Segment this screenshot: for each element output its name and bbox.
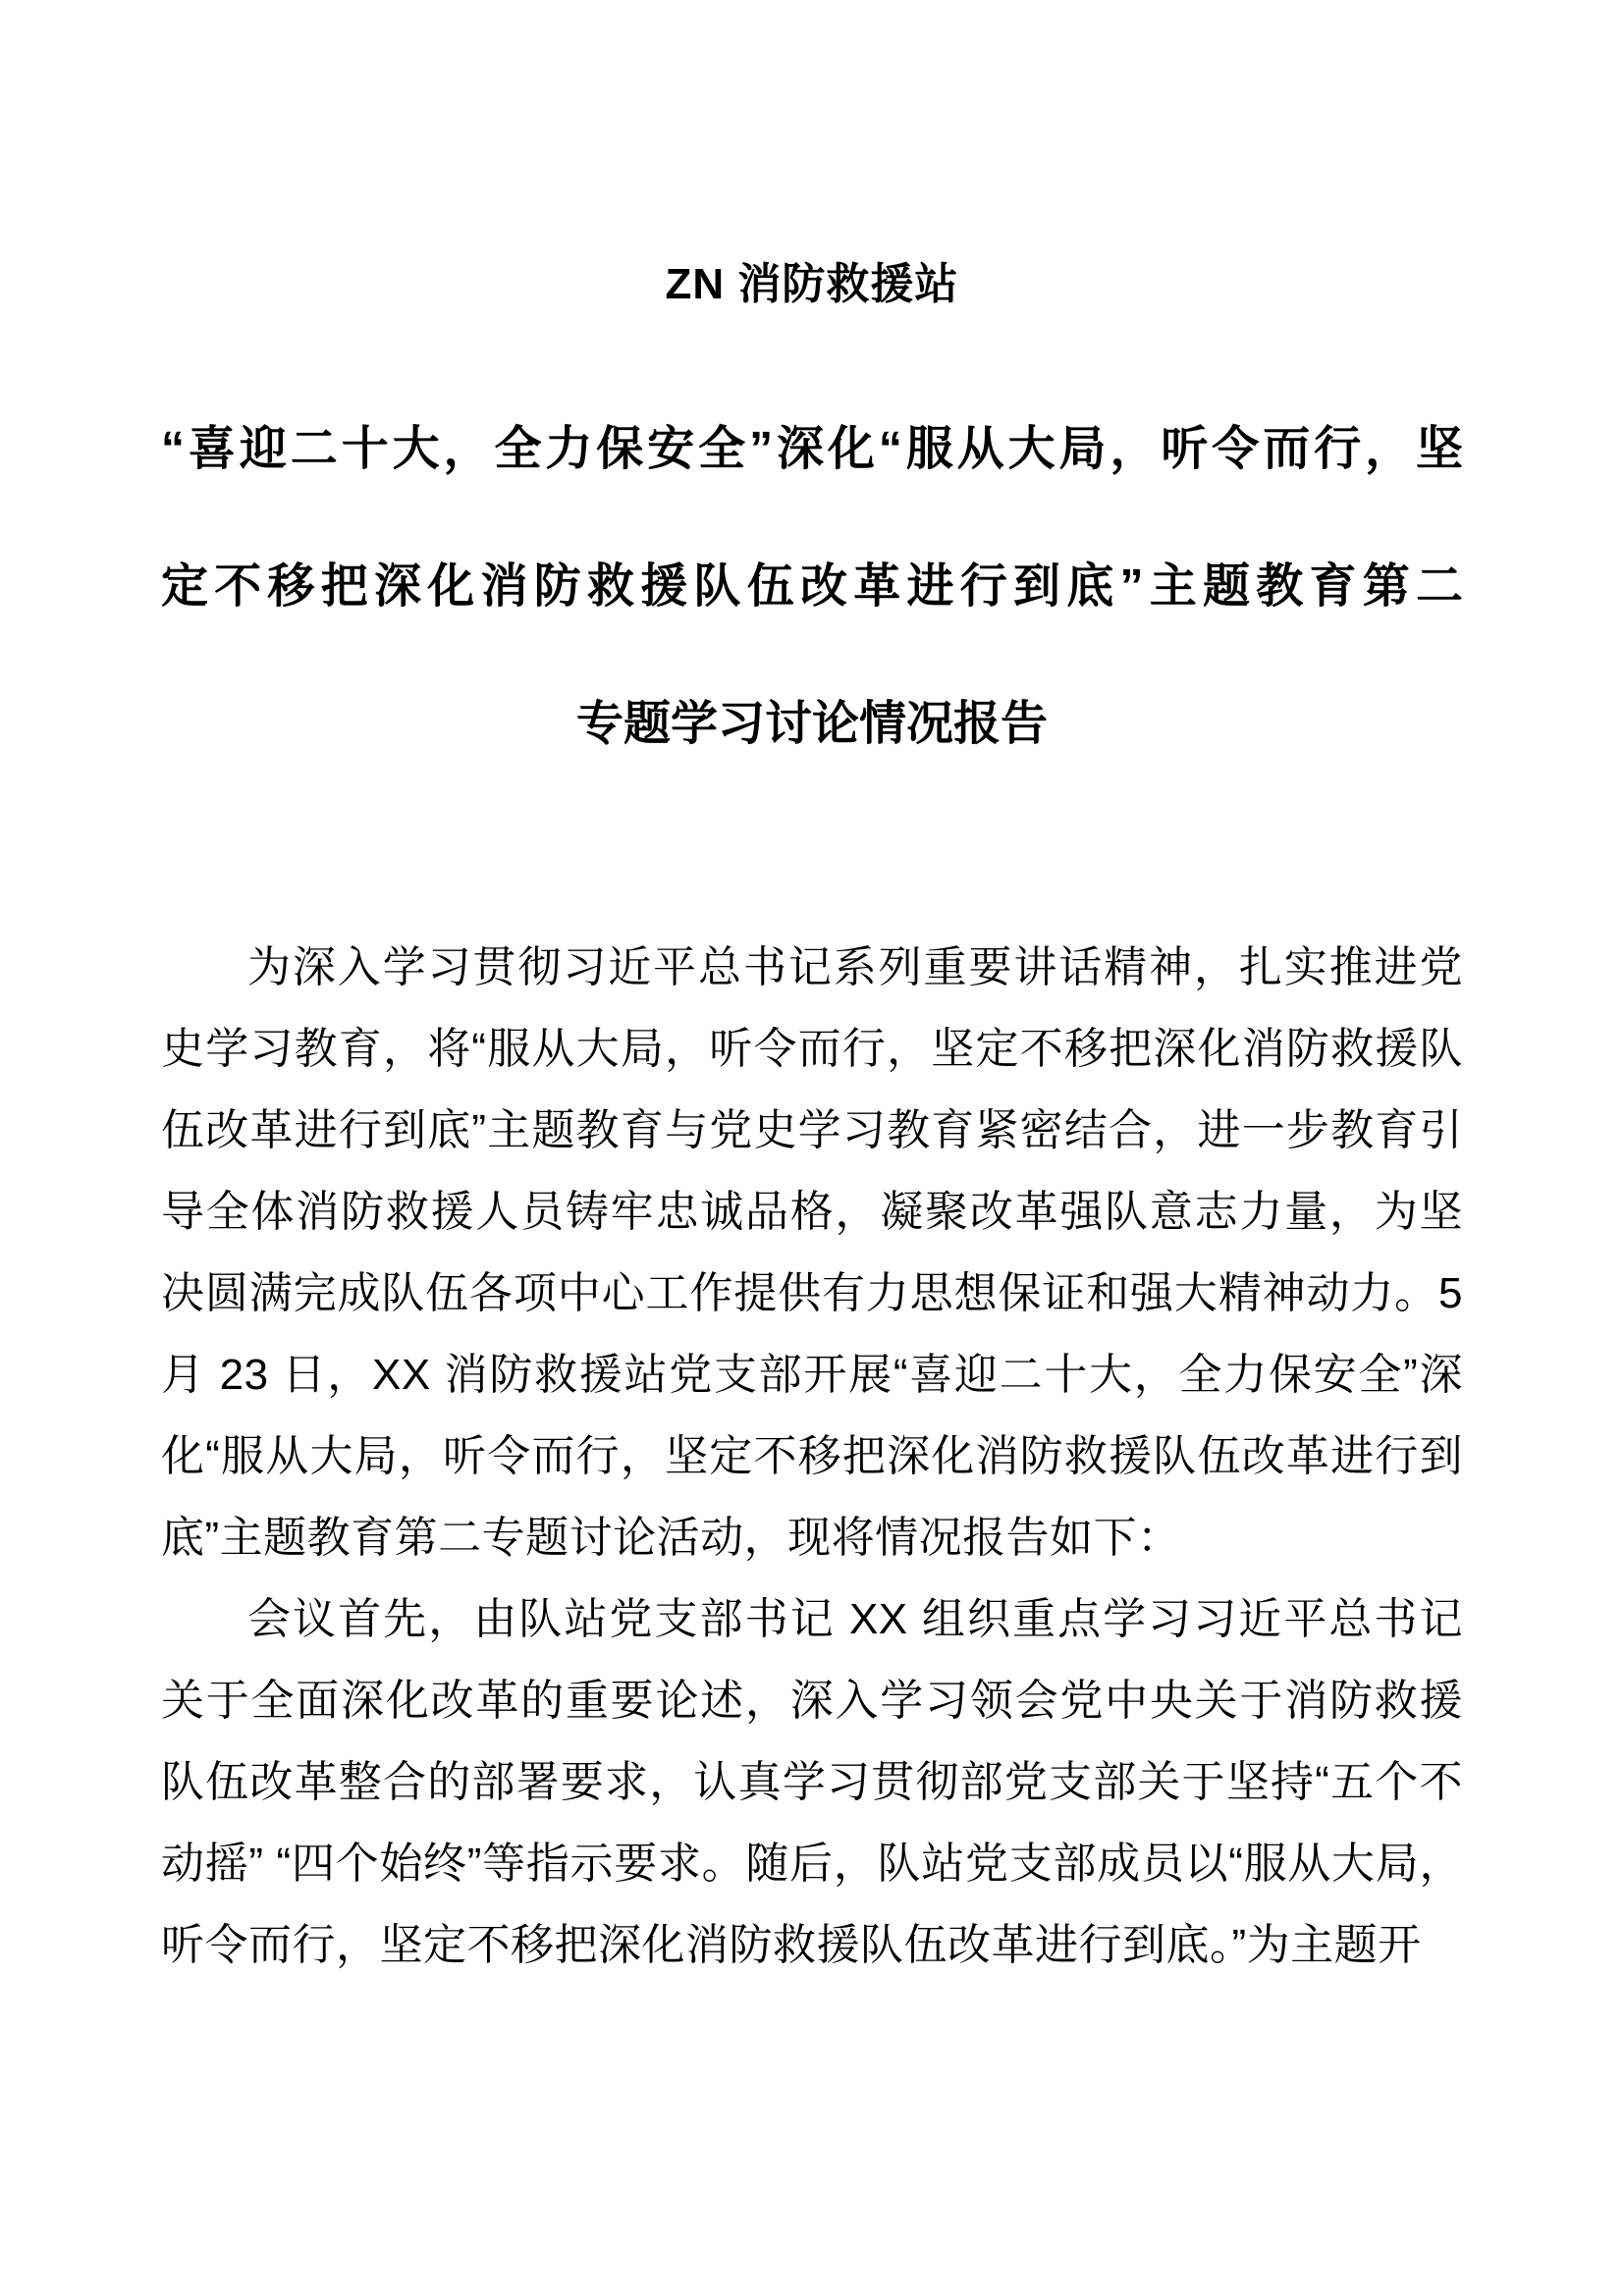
body-paragraph-1: 为深入学习贯彻习近平总书记系列重要讲话精神，扎实推进党史学习教育，将“服从大局，听令而行，坚定不移把深化消防救援队伍改革进行到底”主题教育与党史学习教育紧密结合，进一步教育引导全体消防救援人员铸牢忠诚品格，凝聚改革强队意志力量，为坚决圆满完成队伍各项中心工作提供有力思想保证和强大精神动力。5 月 23 日，XX 消防救援站党支部开展“喜迎二十大，全力保安全”深化“服从大局，听令而行，坚定不移把深化消防救援队伍改革进行到底”主题教育第二专题讨论活动，现将情况报告如下： (161, 943, 1463, 1562)
heading-line-3: 专题学习讨论情况报告 (575, 698, 1048, 750)
heading-line-2: 定不移把深化消防救援队伍改革进行到底”主题教育第二 (161, 561, 1463, 613)
body-paragraph-2: 会议首先，由队站党支部书记 XX 组织重点学习习近平总书记关于全面深化改革的重要论述，深入学习领会党中央关于消防救援队伍改革整合的部署要求，认真学习贯彻部党支部关于坚持“五个不动摇” “四个始终”等指示要求。随后，队站党支部成员以“服从大局，听令而行，坚定不移把深化消防救援队伍改革进行到底。”为主题开 (161, 1595, 1463, 1969)
document-title: ZN 消防救援站 (665, 260, 959, 308)
document-heading (161, 381, 1463, 793)
heading-line-1: “喜迎二十大，全力保安全”深化“服从大局，听令而行，坚 (161, 423, 1463, 475)
document-body (161, 927, 1463, 1986)
